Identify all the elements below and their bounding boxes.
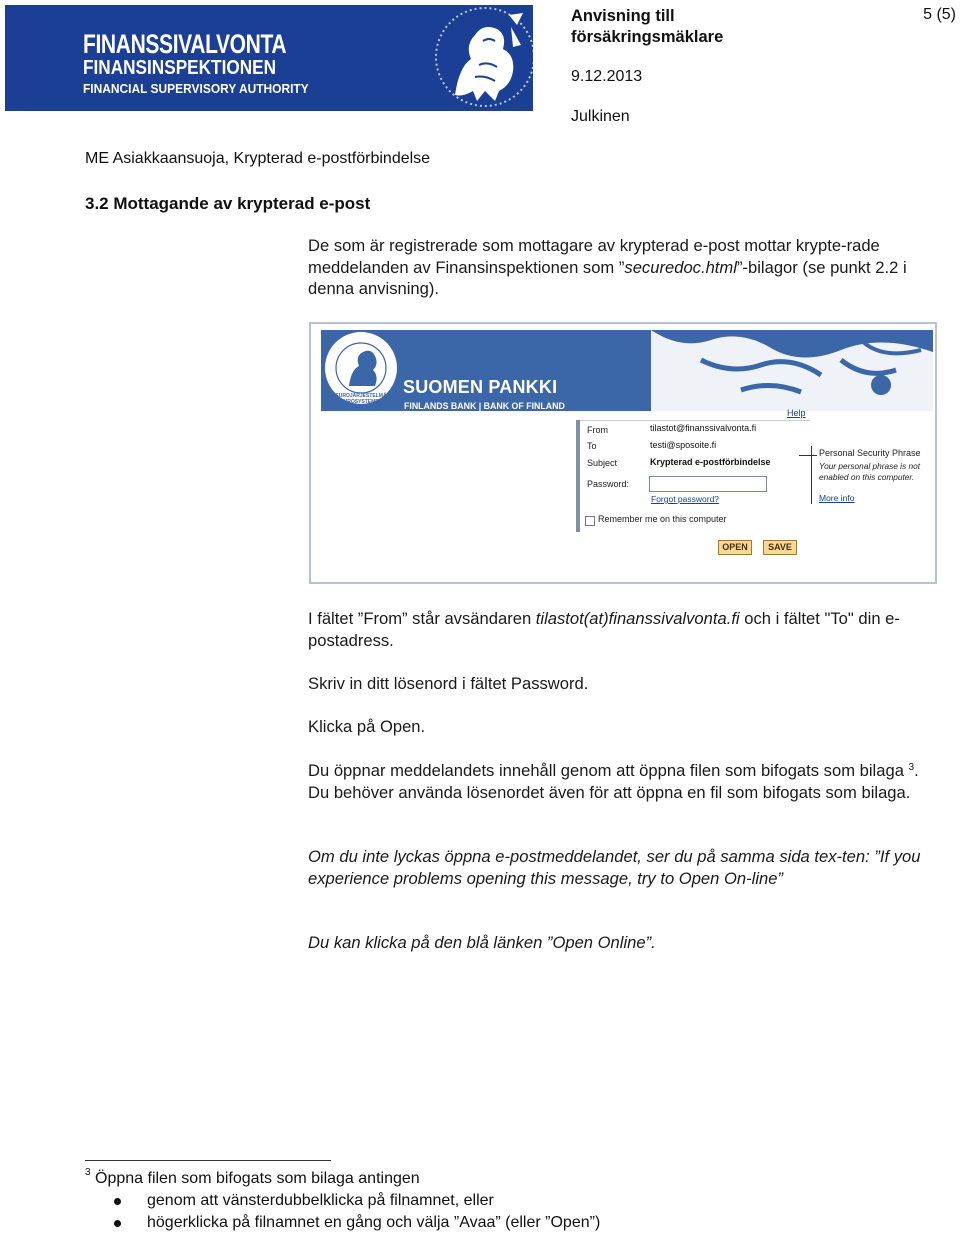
attachment-text-2: . Du behöver använda lösenordet även för att öppna en fil som bifogats som bilaga. [308,761,919,802]
remember-label: Remember me on this computer [598,514,727,524]
bank-subtitle: FINLANDS BANK | BANK OF FINLAND [404,401,565,411]
from-label: From [587,425,608,435]
from-value: tilastot@finanssivalvonta.fi [650,423,757,433]
logo-line-2: FINANSINSPEKTIONEN [83,57,277,79]
forgot-password-link[interactable]: Forgot password? [651,494,720,504]
password-label: Password: [587,479,630,489]
form-sidebar-bar [576,420,580,532]
footnote-item: genom att vänsterdubbelklicka på filnamnet, eller [147,1192,494,1209]
fiva-logo [5,5,533,111]
footnote-text [85,1167,420,1188]
intro-text-2: ”-bilagor (se punkt 2.2 i denna anvisning). [308,257,907,298]
sender-email: tilastot(at)finanssivalvonta.fi [535,609,740,628]
password-paragraph: Skriv in ditt lösenord i fältet Password. [308,674,589,693]
footnote-rule [85,1160,331,1161]
remember-checkbox[interactable] [585,516,595,526]
document-title-line-2: försäkringsmäklare [571,28,724,46]
italic-paragraph-2: Du kan klicka på den blå länken ”Open Online”. [308,933,656,952]
document-title-line-1: Anvisning till [571,7,675,25]
bank-banner [321,330,933,411]
save-button[interactable]: SAVE [763,540,797,555]
open-button[interactable]: OPEN [718,540,752,555]
footnote-number: 3 [85,1167,91,1178]
intro-text-1: De som är registrerade som mottagare av krypterad e-post mottar krypte-rade meddelanden av Finansinspektionen som ” [308,236,880,277]
document-classification: Julkinen [571,108,630,125]
more-info-link[interactable]: More info [819,493,855,503]
psp-text: Your personal phrase is not enabled on this computer. [819,461,921,482]
attachment-text-1: Du öppnar meddelandets innehåll genom att öppna filen som bifogats som bilaga [308,761,904,780]
subject-value: Krypterad e-postförbindelse [650,457,771,467]
logo-line-1: FINANSSIVALVONTA [83,29,287,59]
footnote-item: högerklicka på filnamnet en gång och välja ”Avaa” (eller ”Open”) [147,1214,601,1231]
psp-bracket [811,446,812,504]
bullet-icon [114,1198,121,1205]
banner-decoration-icon [321,330,933,411]
from-paragraph [308,608,928,651]
help-link[interactable]: Help [787,408,806,418]
attachment-paragraph [308,760,928,803]
from-text-1: I fältet ”From” står avsändaren [308,609,536,628]
password-input[interactable] [649,476,767,492]
to-label: To [587,441,597,451]
document-date: 9.12.2013 [571,68,643,85]
form-divider [576,420,810,421]
footnote-ref: 3 [908,762,915,773]
from-text-2: och i fältet "To" din e-postadress. [308,609,900,650]
bank-name: SUOMEN PANKKI [403,377,558,397]
italic-paragraph-1: Om du inte lyckas öppna e-postmeddelandet, ser du på samma sida tex-ten: ”If you experience problems opening this message, try to Open On-line” [308,847,921,888]
psp-title: Personal Security Phrase [819,448,921,458]
document-subtitle: ME Asiakkaansuoja, Krypterad e-postförbindelse [85,150,431,167]
intro-filename: securedoc.html [624,257,737,277]
lion-crest-icon [425,5,533,111]
open-paragraph: Klicka på Open. [308,717,426,736]
seal-text: EUROJÄRJESTELMÄ EUROSYSTEMET [335,393,387,405]
bullet-icon [114,1220,121,1227]
logo-line-3: FINANCIAL SUPERVISORY AUTHORITY [83,81,309,96]
subject-label: Subject [587,458,618,468]
intro-paragraph [308,235,928,300]
login-screenshot [309,322,937,584]
section-heading: 3.2 Mottagande av krypterad e-post [85,194,371,213]
psp-connector [799,455,817,456]
footnote-body: Öppna filen som bifogats som bilaga antingen [95,1170,420,1187]
to-value: testi@sposoite.fi [650,440,717,450]
page-number: 5 (5) [923,6,956,23]
document-title [571,6,723,48]
